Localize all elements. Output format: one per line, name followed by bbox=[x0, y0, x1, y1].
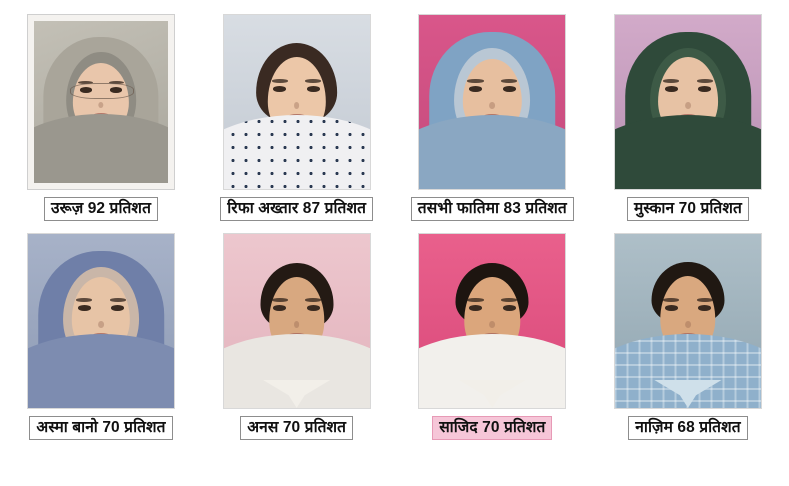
portrait-uruj bbox=[34, 21, 168, 183]
photo-frame-sajid bbox=[418, 233, 566, 409]
eye-left bbox=[469, 305, 482, 311]
caption-tasbih-fatima: तसभी फातिमा 83 प्रतिशत bbox=[411, 197, 574, 221]
photo-frame-nazim bbox=[614, 233, 762, 409]
caption-asma-bano: अस्मा बानो 70 प्रतिशत bbox=[29, 416, 172, 440]
caption-anas: अनस 70 प्रतिशत bbox=[240, 416, 353, 440]
photo-frame-tasbih-fatima bbox=[418, 14, 566, 190]
portrait-tasbih-fatima bbox=[419, 15, 565, 189]
portrait-muskan bbox=[615, 15, 761, 189]
eyebrow-right bbox=[697, 79, 713, 82]
collage-row-top bbox=[0, 0, 789, 221]
nose bbox=[489, 321, 495, 328]
photo-frame-anas bbox=[223, 233, 371, 409]
portrait-nazim bbox=[615, 234, 761, 408]
eyebrow-left bbox=[467, 79, 483, 82]
photo-frame-muskan bbox=[614, 14, 762, 190]
eye-left bbox=[665, 305, 678, 311]
caption-muskan: मुस्कान 70 प्रतिशत bbox=[627, 197, 749, 221]
eye-right bbox=[503, 86, 516, 92]
shoulders bbox=[224, 115, 370, 189]
eyebrow-left bbox=[272, 79, 288, 82]
student-card-sajid bbox=[403, 233, 581, 440]
eyebrow-right bbox=[501, 79, 517, 82]
eyebrow-right bbox=[305, 79, 321, 82]
glasses-icon bbox=[70, 83, 134, 100]
shoulders bbox=[34, 114, 168, 183]
shoulders bbox=[419, 115, 565, 189]
eyebrow-left bbox=[663, 298, 679, 301]
eye-left bbox=[469, 86, 482, 92]
nose bbox=[685, 321, 691, 328]
photo-frame-rifa-akhtar bbox=[223, 14, 371, 190]
student-card-rifa-akhtar bbox=[208, 14, 386, 221]
caption-rifa-akhtar: रिफा अख्तार 87 प्रतिशत bbox=[220, 197, 373, 221]
nose bbox=[685, 102, 691, 109]
caption-nazim: नाज़िम 68 प्रतिशत bbox=[628, 416, 747, 440]
eye-left bbox=[665, 86, 678, 92]
eyebrow-left bbox=[467, 298, 483, 301]
eyebrow-right bbox=[501, 298, 517, 301]
student-card-muskan bbox=[599, 14, 777, 221]
nose bbox=[294, 321, 300, 328]
eye-right bbox=[698, 86, 711, 92]
student-card-asma-bano bbox=[12, 233, 190, 440]
student-card-nazim bbox=[599, 233, 777, 440]
eyebrow-left bbox=[76, 298, 92, 301]
student-card-tasbih-fatima bbox=[403, 14, 581, 221]
student-card-anas bbox=[208, 233, 386, 440]
eye-right bbox=[307, 305, 320, 311]
photo-frame-uruj bbox=[27, 14, 175, 190]
collage-row-bottom bbox=[0, 221, 789, 440]
portrait-anas bbox=[224, 234, 370, 408]
eye-right bbox=[698, 305, 711, 311]
portrait-asma-bano bbox=[28, 234, 174, 408]
eye-left bbox=[273, 305, 286, 311]
caption-sajid: साजिद 70 प्रतिशत bbox=[432, 416, 552, 440]
shoulders bbox=[28, 334, 174, 408]
eyebrow-right bbox=[697, 298, 713, 301]
portrait-sajid bbox=[419, 234, 565, 408]
nose bbox=[98, 321, 104, 328]
portrait-rifa-akhtar bbox=[224, 15, 370, 189]
shoulders bbox=[615, 115, 761, 189]
eyebrow-left bbox=[663, 79, 679, 82]
eyebrow-right bbox=[110, 298, 126, 301]
student-card-uruj bbox=[12, 14, 190, 221]
eye-left bbox=[78, 305, 91, 311]
nose bbox=[489, 102, 495, 109]
eye-right bbox=[111, 305, 124, 311]
eyebrow-right bbox=[305, 298, 321, 301]
eye-right bbox=[307, 86, 320, 92]
eyebrow-left bbox=[272, 298, 288, 301]
photo-frame-asma-bano bbox=[27, 233, 175, 409]
eye-right bbox=[503, 305, 516, 311]
nose bbox=[294, 102, 300, 109]
caption-uruj: उरूज़ 92 प्रतिशत bbox=[44, 197, 158, 221]
